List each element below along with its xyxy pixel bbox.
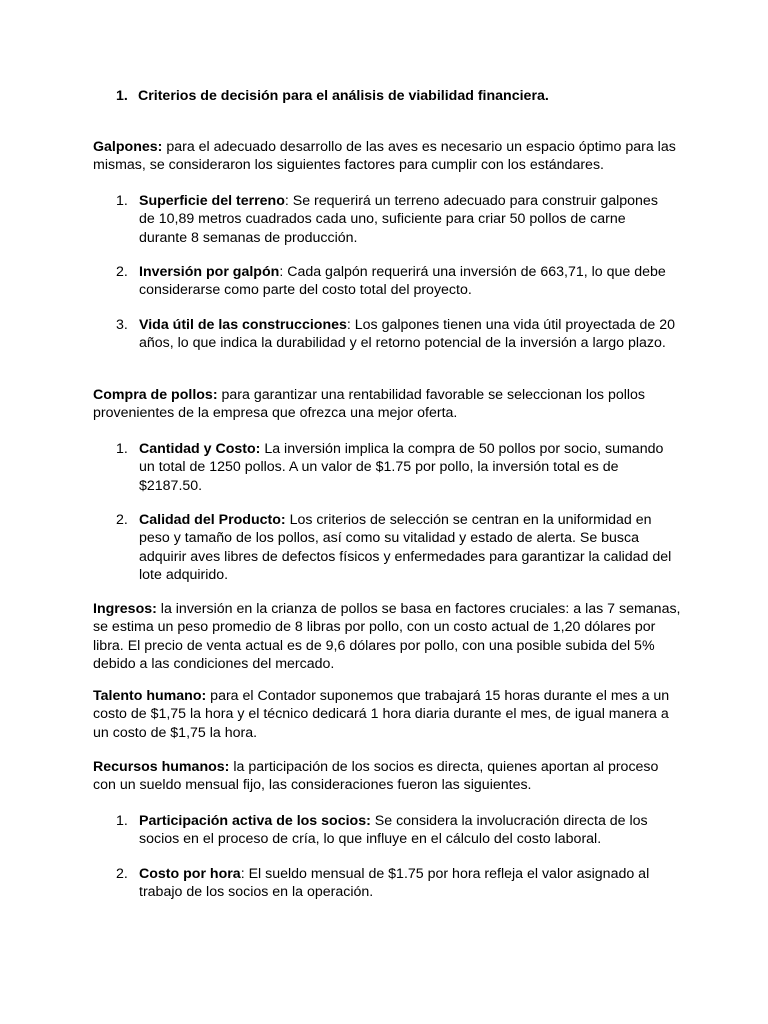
list-item-text: : Cada galpón requerirá una inversión de 663,71, lo que debe considerarse como parte del costo total del proyecto.: [139, 264, 666, 299]
list-item-text: Se considera la involucración directa de los socios en el proceso de cría, lo que influye en el cálculo del costo laboral.: [139, 813, 648, 848]
section-heading: [116, 87, 716, 105]
list-item-label: Calidad del Producto:: [139, 512, 286, 528]
list-item-cantidad: [116, 440, 676, 495]
list-item-calidad: [116, 511, 676, 584]
list-item-text: Los criterios de selección se centran en la uniformidad en peso y tamaño de los pollos, así como su vitalidad y estado de alerta. Se busca adquirir aves libres de defectos físicos y enfermedades para garantizar la calidad del lote adquirido.: [139, 512, 672, 583]
paragraph-talento: [93, 687, 683, 742]
galpones-label: Galpones:: [93, 139, 163, 155]
list-item-label: Participación activa de los socios:: [139, 813, 371, 829]
list-item-label: Cantidad y Costo:: [139, 441, 261, 457]
ingresos-label: Ingresos:: [93, 601, 157, 617]
list-item-number: 1.: [116, 193, 128, 209]
list-item-number: 2.: [116, 264, 128, 280]
list-item-text: : Los galpones tienen una vida útil proyectada de 20 años, lo que indica la durabilidad y el retorno potencial de la inversión a largo plazo.: [139, 317, 676, 352]
list-item-label: Vida útil de las construcciones: [139, 317, 347, 333]
talento-text: para el Contador suponemos que trabajará 15 horas durante el mes a un costo de $1,75 la hora y el técnico dedicará 1 hora diaria durante el mes, de igual manera a un costo de $1,75 la hora.: [93, 688, 670, 741]
list-item-superficie: [116, 192, 676, 247]
list-item-text: : El sueldo mensual de $1.75 por hora refleja el valor asignado al trabajo de los socios en la operación.: [139, 866, 650, 901]
list-item-number: 2.: [116, 866, 128, 882]
recursos-label: Recursos humanos:: [93, 759, 230, 775]
paragraph-recursos: [93, 758, 683, 795]
list-item-number: 1.: [116, 813, 128, 829]
list-item-vida-util: [116, 316, 676, 353]
list-item-participacion: [116, 812, 676, 849]
ingresos-text: la inversión en la crianza de pollos se basa en factores cruciales: a las 7 semanas, se estima un peso promedio de 8 libras por pollo, con un costo actual de 1,20 dólares por libra. El precio de venta actual es de 9,6 dólares por pollo, con una posible subida del 5% debido a las condiciones del mercado.: [93, 601, 681, 672]
list-item-number: 3.: [116, 317, 128, 333]
paragraph-ingresos: [93, 600, 683, 673]
galpones-text: para el adecuado desarrollo de las aves es necesario un espacio óptimo para las mismas, se consideraron los siguientes factores para cumplir con los estándares.: [93, 139, 676, 174]
list-item-text: La inversión implica la compra de 50 pollos por socio, sumando un total de 1250 pollos. A un valor de $1.75 por pollo, la inversión total es de $2187.50.: [139, 441, 664, 494]
paragraph-galpones: [93, 138, 683, 175]
list-item-number: 1.: [116, 441, 128, 457]
list-item-inversion: [116, 263, 676, 300]
heading-text: Criterios de decisión para el análisis de viabilidad financiera.: [138, 88, 549, 104]
list-item-costo-hora: [116, 865, 676, 902]
compra-text: para garantizar una rentabilidad favorable se seleccionan los pollos provenientes de la empresa que ofrezca una mejor oferta.: [93, 387, 646, 422]
list-item-label: Costo por hora: [139, 866, 241, 882]
list-item-number: 2.: [116, 512, 128, 528]
paragraph-compra: [93, 386, 683, 423]
list-item-label: Superficie del terreno: [139, 193, 285, 209]
compra-label: Compra de pollos:: [93, 387, 218, 403]
list-item-text: : Se requerirá un terreno adecuado para construir galpones de 10,89 metros cuadrados cada uno, suficiente para criar 50 pollos de carne durante 8 semanas de producción.: [139, 193, 658, 246]
list-item-label: Inversión por galpón: [139, 264, 280, 280]
heading-number: 1.: [116, 88, 128, 104]
recursos-text: la participación de los socios es directa, quienes aportan al proceso con un sueldo mensual fijo, las consideraciones fueron las siguientes.: [93, 759, 659, 794]
talento-label: Talento humano:: [93, 688, 207, 704]
